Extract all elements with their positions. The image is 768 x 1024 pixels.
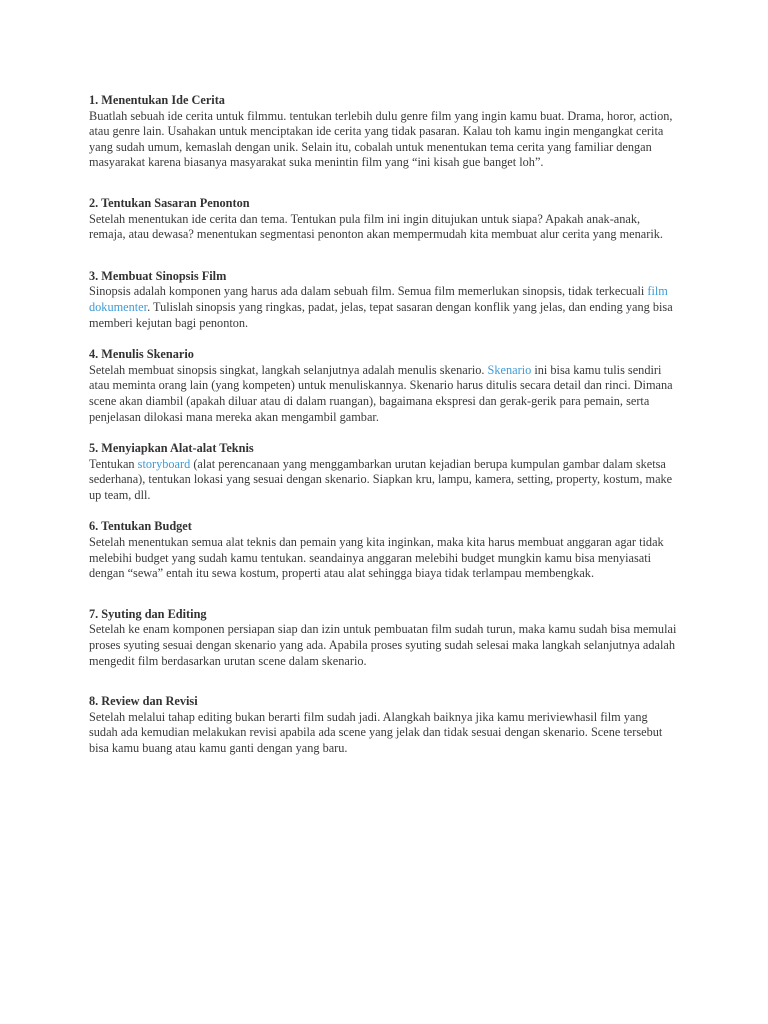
body-text: (alat perencanaan yang menggambarkan urutan kejadian berupa kumpulan gambar dalam sketsa sederhana), tentukan lokasi yang sesuai dengan skenario. Siapkan kru, lampu, kamera, setting, property, kostum, make up team, dll. <box>89 456 673 502</box>
section-membuat-sinopsis-film <box>89 269 677 331</box>
body-text: Sinopsis adalah komponen yang harus ada dalam sebuah film. Semua film memerlukan sinopsis, tidak terkecuali <box>89 284 648 299</box>
section-body: Setelah ke enam komponen persiapan siap dan izin untuk pembuatan film sudah turun, maka kamu sudah bisa memulai proses syuting sesuai dengan skenario yang ada. Apabila proses syuting sudah selesai maka langkah selanjutnya adalah mengedit film berdasarkan urutan scene dalam skenario. <box>89 622 677 668</box>
section-body <box>89 457 677 504</box>
section-body: Setelah melalui tahap editing bukan berarti film sudah jadi. Alangkah baiknya jika kamu meriviewhasil film yang sudah ada kemudian melakukan revisi apabila ada scene yang jelak dan tidak sesuai dengan skenario. Scene tersebut bisa kamu buang atau kamu ganti dengan yang baru. <box>89 709 663 755</box>
section-body: Buatlah sebuah ide cerita untuk filmmu. tentukan terlebih dulu genre film yang ingin kamu buat. Drama, horor, action, atau genre lain. Usahakan untuk menciptakan ide cerita yang tidak pasaran. Kalau toh kamu ingin mengangkat cerita yang sudah umum, kemaslah dengan unik. Selain itu, cobalah untuk menentukan tema cerita yang familiar dengan masyarakat karena biasanya masyarakat suka menintin film yang “ini kisah gue banget loh”. <box>89 108 673 170</box>
section-heading: 6. Tentukan Budget <box>89 519 192 534</box>
section-tentukan-budget <box>89 519 677 581</box>
section-heading: 7. Syuting dan Editing <box>89 606 207 621</box>
section-body <box>89 284 677 331</box>
section-review-dan-revisi <box>89 694 677 756</box>
link-film-dokumenter[interactable]: film dokumenter <box>89 284 668 314</box>
section-menulis-skenario <box>89 347 677 425</box>
section-syuting-dan-editing <box>89 607 677 669</box>
section-heading: 4. Menulis Skenario <box>89 347 194 362</box>
link-skenario[interactable]: Skenario <box>487 362 532 377</box>
body-text: ini bisa kamu tulis sendiri atau meminta orang lain (yang kompeten) untuk menuliskannya. Skenario harus ditulis secara detail dan rinci. Dimana scene akan diambil (apakah diluar atau di dalam ruangan), bagaimana ekspresi dan gerak-gerik para pemain, serta penjelasan dilokasi mana mereka akan mengambil gambar. <box>89 362 673 424</box>
section-heading: 2. Tentukan Sasaran Penonton <box>89 195 250 210</box>
body-text: Setelah membuat sinopsis singkat, langkah selanjutnya adalah menulis skenario. <box>89 362 488 377</box>
body-text: Tentukan <box>89 456 138 471</box>
section-body <box>89 363 677 425</box>
section-heading: 1. Menentukan Ide Cerita <box>89 93 225 107</box>
section-menyiapkan-alat-teknis <box>89 441 677 503</box>
section-body: Setelah menentukan semua alat teknis dan pemain yang kita inginkan, maka kita harus membuat anggaran agar tidak melebihi budget yang sudah kamu tentukan. seandainya anggaran melebihi budget mungkin kamu bisa menyiasati dengan “sewa” entah itu sewa kostum, properti atau alat sehingga biaya tidak terlampau membengkak. <box>89 535 664 581</box>
section-heading: 5. Menyiapkan Alat-alat Teknis <box>89 441 254 456</box>
section-menentukan-ide-cerita <box>89 93 677 171</box>
section-heading: 8. Review dan Revisi <box>89 694 198 709</box>
section-body: Setelah menentukan ide cerita dan tema. Tentukan pula film ini ingin ditujukan untuk siapa? Apakah anak-anak, remaja, atau dewasa? menentukan segmentasi penonton akan mempermudah kita membuat alur cerita yang menarik. <box>89 211 663 242</box>
section-heading: 3. Membuat Sinopsis Film <box>89 268 227 283</box>
link-storyboard[interactable]: storyboard <box>137 456 191 471</box>
section-tentukan-sasaran-penonton <box>89 196 677 243</box>
body-text: . Tulislah sinopsis yang ringkas, padat, jelas, tepat sasaran dengan konflik yang jelas, dan ending yang bisa memberi kejutan bagi penonton. <box>89 299 673 330</box>
document-page <box>89 93 677 757</box>
